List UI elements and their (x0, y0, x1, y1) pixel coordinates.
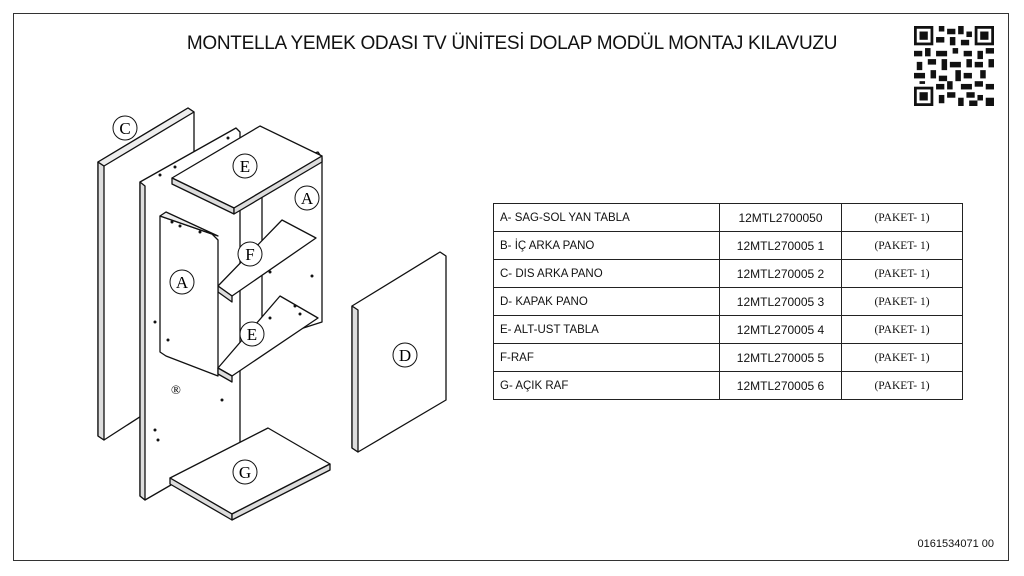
part-code: 12MTL270005 6 (720, 372, 842, 400)
table-row (494, 260, 963, 288)
part-code: 12MTL270005 4 (720, 316, 842, 344)
part-name: B- İÇ ARKA PANO (494, 232, 720, 260)
part-name: F-RAF (494, 344, 720, 372)
label-a-right: A (300, 189, 314, 208)
label-d: D (398, 346, 412, 365)
part-package: (PAKET- 1) (842, 316, 963, 344)
label-e-top: E (239, 157, 251, 176)
part-code: 12MTL270005 3 (720, 288, 842, 316)
table-row (494, 372, 963, 400)
document-number: 0161534071 00 (917, 538, 994, 550)
part-name: E- ALT-UST TABLA (494, 316, 720, 344)
part-package: (PAKET- 1) (842, 204, 963, 232)
label-e-mid: E (246, 325, 258, 344)
part-name: C- DIS ARKA PANO (494, 260, 720, 288)
part-code: 12MTL270005 2 (720, 260, 842, 288)
parts-table (493, 203, 963, 400)
label-c: C (119, 119, 131, 138)
label-a-left: A (175, 273, 189, 292)
table-row (494, 232, 963, 260)
part-package: (PAKET- 1) (842, 288, 963, 316)
part-code: 12MTL270005 1 (720, 232, 842, 260)
panel-c-edge (98, 162, 104, 440)
part-name: G- AÇIK RAF (494, 372, 720, 400)
label-f: F (245, 245, 255, 264)
part-name: D- KAPAK PANO (494, 288, 720, 316)
assembly-drawing (90, 100, 460, 540)
part-code: 12MTL270005 5 (720, 344, 842, 372)
table-row (494, 316, 963, 344)
table-row (494, 204, 963, 232)
part-name: A- SAG-SOL YAN TABLA (494, 204, 720, 232)
part-package: (PAKET- 1) (842, 260, 963, 288)
label-g: G (238, 463, 252, 482)
part-package: (PAKET- 1) (842, 344, 963, 372)
page-title: MONTELLA YEMEK ODASI TV ÜNİTESİ DOLAP MODÜL MONTAJ KILAVUZU (186, 33, 838, 54)
part-package: (PAKET- 1) (842, 232, 963, 260)
table-row (494, 288, 963, 316)
part-package: (PAKET- 1) (842, 372, 963, 400)
panel-a-left (160, 216, 218, 376)
registered-mark: ® (171, 382, 181, 397)
qr-code-icon (914, 26, 994, 106)
table-row (494, 344, 963, 372)
part-code: 12MTL2700050 (720, 204, 842, 232)
